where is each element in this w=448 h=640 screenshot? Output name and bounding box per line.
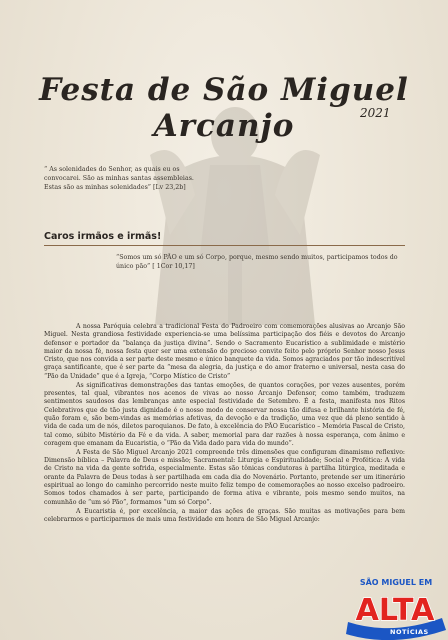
sao-miguel-em-alta-logo: [342, 578, 448, 640]
section-divider: [44, 245, 405, 246]
second-bible-quote: “Somos um só PÃO e um só Corpo, porque, mesmo sendo muitos, participamos todos do único pão” [ 1Cor 10,17]: [116, 254, 398, 271]
article-paragraph: A nossa Paróquia celebra a tradicional Festa do Padroeiro com comemorações alusivas ao Arcanjo São Miguel. Nesta grandiosa festividade experiencia-se uma belíssima participação dos fiéis e devotos do Arcanjo defensor e portador da “balança da justiça divina”. Sendo o Sacramento Eucarístico a sublimidade e mistério maior da nossa fé, nossa festa quer ser uma extensão do precioso convite feito pelo próprio Senhor nosso Jesus Cristo, que nos convida a ser parte deste mesmo e único banquete da vida. Somos agraciados por tão indescritível graça santificante, que é ser parte da “mesa da alegria, da justiça e do amor fraterno e universal, nesta casa do “Pão da Unidade” que é a Igreja, “Corpo Místico de Cristo”: [44, 323, 405, 380]
festival-year: 2021: [360, 106, 391, 120]
article-paragraph: As significativas demonstrações das tantas emoções, de quantos corações, por vezes ausentes, porém presentes, tal qual, vibrantes nos acenos de vivas ao nosso Arcanjo Defensor, como também, traduzem sentimentos saudosos das lembranças ante especial festividade de Setembro. É a festa, manifesta nos Ritos Celebrativos que de tão justa dignidade é o nosso modo de conservar nossa tão difusa e brilhante história de fé, quão foram e, são bem-vindas as memórias afetivas, da devoção e da tradição, uma vez que dá pleno sentido à vida de cada um de nós, diletos paroquianos. De fato, à excelência do PÃO Eucarístico – Memória Pascal de Cristo, tal como, súbito Mistério da Fé e da vida. A saber, memorial para dar razões à nossa esperança, com ânimo e coragem que emanam da Eucaristia, o “Pão da Vida dado para vida do mundo”.: [44, 381, 405, 447]
article-body: [44, 323, 405, 525]
article-paragraph: A Festa de São Miguel Arcanjo 2021 compreende três dimensões que configuram dinamismo reflexivo: Dimensão bíblica – Palavra de Deus e missão; Sacramental: Liturgia e Espiritualidade; Social e Profética: A vida de Cristo na vida da gente sofrida, especialmente. Estas são tônicas condutoras à partilha litúrgica, meditada e orante da Palavra de Deus todas à ser partilhada em cada dia do Novenário. Portanto, pretende ser um itinerário espiritual ao longo do caminho percorrido neste muito feliz tempo de comemorações ao nosso excelso padroeiro. Somos todos chamados à ser parte, participando de forma ativa e vibrante, pois mesmo sendo muitos, na comunhão de “um só Pão”, formamos “um só Corpo”.: [44, 448, 405, 506]
logo-main-text: ALTA: [355, 593, 435, 628]
greeting-heading: Caros irmãos e irmãs!: [44, 231, 162, 242]
logo-bottom-text: NOTÍCIAS: [390, 628, 429, 636]
intro-bible-quote: “ As solenidades do Senhor, as quais eu os convocarei. São as minhas santas assembleias. Estas são as minhas solenidades” [Lv 23,2b]: [44, 166, 194, 192]
article-paragraph: A Eucaristia é, por excelência, a maior das ações de graças. São muitas as motivações para bem celebrarmos e participarmos de mais uma festividade em honra de São Miguel Arcanjo:: [44, 507, 405, 523]
logo-top-text: SÃO MIGUEL EM: [359, 578, 433, 587]
page-title: Festa de São Miguel Arcanjo: [39, 72, 409, 144]
